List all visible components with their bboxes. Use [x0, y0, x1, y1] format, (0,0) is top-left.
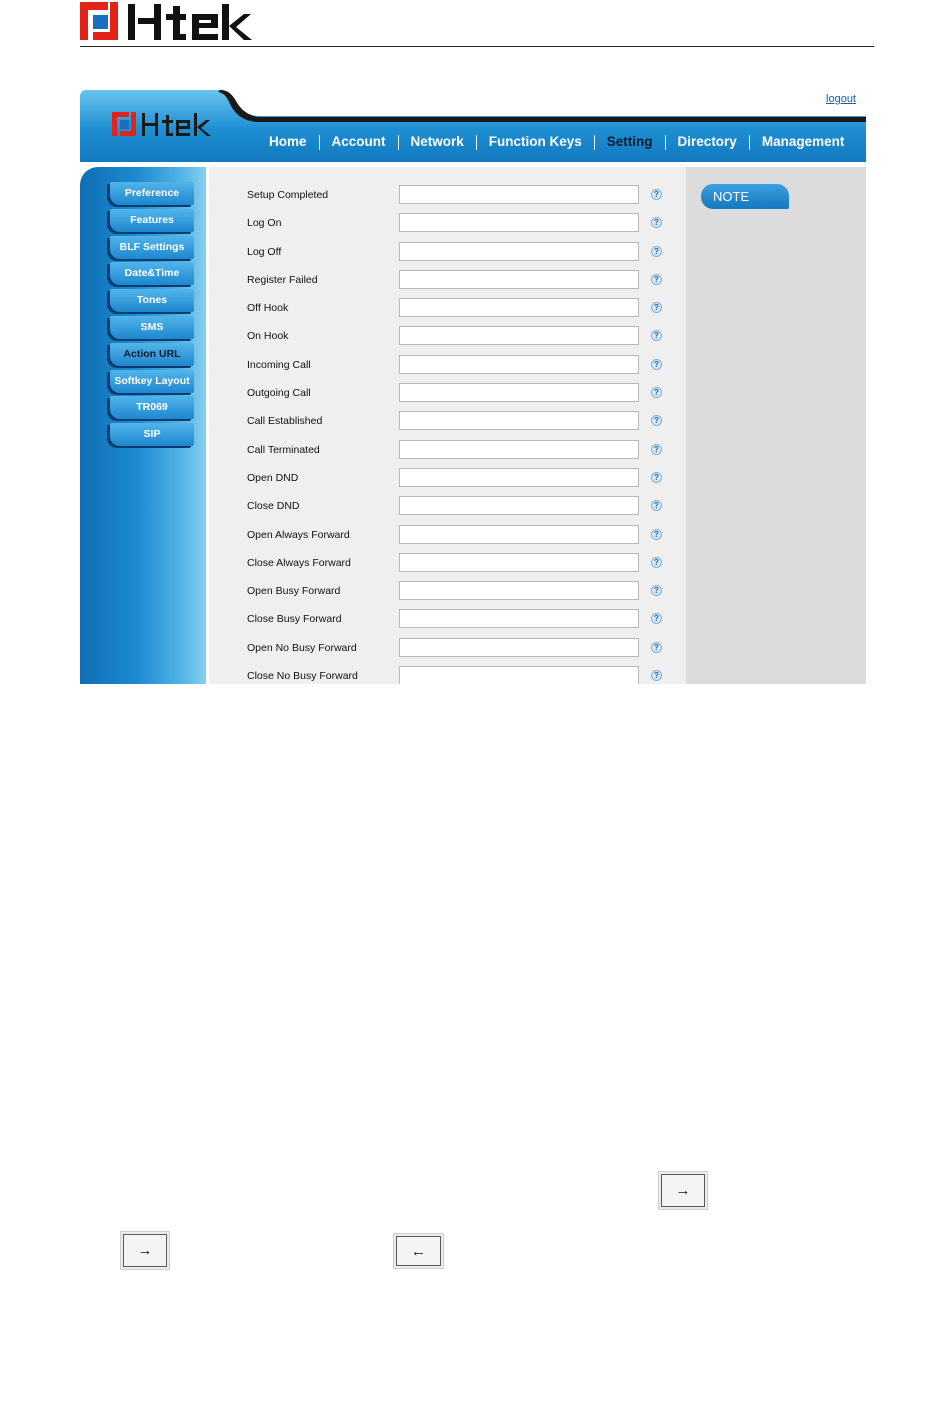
action-url-input[interactable]	[399, 411, 639, 430]
form-row	[209, 271, 686, 299]
nav-separator	[398, 135, 399, 150]
action-url-input[interactable]	[399, 496, 639, 515]
nav-function-keys[interactable]: Function Keys	[488, 134, 582, 149]
help-icon[interactable]: ?	[651, 359, 662, 370]
action-url-form	[209, 167, 686, 684]
field-label: On Hook	[247, 330, 289, 343]
help-icon[interactable]: ?	[651, 585, 662, 596]
help-icon[interactable]: ?	[651, 670, 662, 681]
sidebar-item-label: BLF Settings	[119, 240, 185, 253]
help-icon[interactable]: ?	[651, 246, 662, 257]
field-label: Close Busy Forward	[247, 613, 342, 626]
arrow-right-button[interactable]	[120, 1231, 170, 1270]
action-url-input[interactable]	[399, 440, 639, 459]
form-row	[209, 384, 686, 412]
note-tab	[701, 184, 789, 209]
field-label: Log Off	[247, 245, 282, 258]
action-url-input[interactable]	[399, 525, 639, 544]
action-url-input[interactable]	[399, 666, 639, 684]
help-icon[interactable]: ?	[651, 613, 662, 624]
htek-logo	[80, 2, 252, 42]
help-icon[interactable]: ?	[651, 444, 662, 455]
help-icon[interactable]: ?	[651, 472, 662, 483]
action-url-input[interactable]	[399, 326, 639, 345]
action-url-input[interactable]	[399, 355, 639, 374]
form-row	[209, 299, 686, 327]
nav-account[interactable]: Account	[331, 134, 386, 149]
arrow-right-icon: →	[123, 1234, 167, 1267]
form-row	[209, 186, 686, 214]
nav-network[interactable]: Network	[410, 134, 464, 149]
action-url-input[interactable]	[399, 638, 639, 657]
action-url-input[interactable]	[399, 242, 639, 261]
field-label: Open Busy Forward	[247, 585, 341, 598]
action-url-input[interactable]	[399, 581, 639, 600]
help-icon[interactable]: ?	[651, 529, 662, 540]
field-label: Off Hook	[247, 302, 289, 315]
form-row	[209, 441, 686, 469]
help-icon[interactable]: ?	[651, 302, 662, 313]
field-label: Close DND	[247, 500, 300, 513]
sidebar-item-label: SIP	[143, 428, 161, 441]
sidebar-menu	[110, 182, 194, 450]
note-title: NOTE	[713, 189, 750, 204]
phone-web-ui	[80, 90, 866, 684]
action-url-input[interactable]	[399, 213, 639, 232]
form-row	[209, 667, 686, 684]
nav-directory[interactable]: Directory	[677, 134, 737, 149]
help-icon[interactable]: ?	[651, 415, 662, 426]
nav-separator	[749, 135, 750, 150]
field-label: Open DND	[247, 471, 299, 484]
form-row	[209, 469, 686, 497]
sidebar-item-label: Features	[130, 213, 174, 226]
sidebar-item-tr069[interactable]	[110, 396, 194, 419]
field-label: Log On	[247, 217, 282, 230]
form-row	[209, 327, 686, 355]
sidebar-item-label: SMS	[140, 320, 164, 333]
header-divider	[80, 46, 874, 47]
form-row	[209, 582, 686, 610]
action-url-input[interactable]	[399, 298, 639, 317]
note-panel	[686, 167, 866, 684]
help-icon[interactable]: ?	[651, 274, 662, 285]
field-label: Call Established	[247, 415, 323, 428]
arrow-right-icon: →	[661, 1174, 705, 1207]
sidebar-item-sip[interactable]	[110, 423, 194, 446]
form-row	[209, 243, 686, 271]
nav-separator	[665, 135, 666, 150]
htek-header-logo	[112, 112, 212, 138]
field-label: Close Always Forward	[247, 556, 351, 569]
action-url-input[interactable]	[399, 468, 639, 487]
sidebar-item-label: Tones	[136, 294, 168, 307]
form-row	[209, 356, 686, 384]
sidebar-item-label: Softkey Layout	[114, 374, 190, 387]
action-url-input[interactable]	[399, 185, 639, 204]
field-label: Open No Busy Forward	[247, 641, 357, 654]
action-url-input[interactable]	[399, 270, 639, 289]
sidebar-item-softkey-layout[interactable]	[110, 370, 194, 393]
field-label: Outgoing Call	[247, 387, 311, 400]
nav-separator	[476, 135, 477, 150]
sidebar-item-label: Action URL	[123, 347, 181, 360]
sidebar-item-blf-settings[interactable]	[110, 236, 194, 259]
form-row	[209, 610, 686, 638]
help-icon[interactable]: ?	[651, 330, 662, 341]
form-row	[209, 639, 686, 667]
nav-setting[interactable]: Setting	[606, 134, 653, 149]
sidebar-item-action-url[interactable]	[110, 343, 194, 366]
nav-home[interactable]: Home	[269, 134, 307, 149]
action-url-input[interactable]	[399, 609, 639, 628]
form-rows	[209, 186, 686, 684]
top-header	[80, 90, 866, 162]
form-row	[209, 214, 686, 242]
nav-separator	[319, 135, 320, 150]
arrow-right-button[interactable]	[658, 1171, 708, 1210]
sidebar-item-label: TR069	[136, 401, 168, 414]
field-label: Close No Busy Forward	[247, 670, 358, 683]
form-row	[209, 554, 686, 582]
help-icon[interactable]: ?	[651, 500, 662, 511]
sidebar-item-features[interactable]	[110, 209, 194, 232]
field-label: Register Failed	[247, 273, 318, 286]
field-label: Setup Completed	[247, 189, 329, 201]
form-row	[209, 412, 686, 440]
action-url-input[interactable]	[399, 383, 639, 402]
sidebar-item-label: Preference	[124, 187, 180, 199]
help-icon[interactable]: ?	[651, 189, 662, 200]
action-url-input[interactable]	[399, 553, 639, 572]
form-row	[209, 497, 686, 525]
field-label: Call Terminated	[247, 443, 320, 456]
nav-management[interactable]: Management	[761, 134, 845, 149]
settings-sidebar	[80, 167, 206, 684]
help-icon[interactable]: ?	[651, 387, 662, 398]
help-icon[interactable]: ?	[651, 217, 662, 228]
help-icon[interactable]: ?	[651, 642, 662, 653]
main-nav	[257, 132, 856, 152]
arrow-left-icon: ←	[396, 1236, 441, 1266]
field-label: Incoming Call	[247, 358, 311, 371]
sidebar-item-label: Date&Time	[124, 267, 180, 280]
sidebar-item-tones[interactable]	[110, 289, 194, 312]
help-icon[interactable]: ?	[651, 557, 662, 568]
sidebar-item-preference[interactable]	[110, 182, 194, 205]
nav-separator	[594, 135, 595, 150]
sidebar-item-date-time[interactable]	[110, 262, 194, 285]
field-label: Open Always Forward	[247, 528, 350, 541]
logout-link[interactable]: logout	[826, 93, 856, 105]
form-row	[209, 526, 686, 554]
arrow-left-button[interactable]	[393, 1233, 444, 1269]
sidebar-item-sms[interactable]	[110, 316, 194, 339]
